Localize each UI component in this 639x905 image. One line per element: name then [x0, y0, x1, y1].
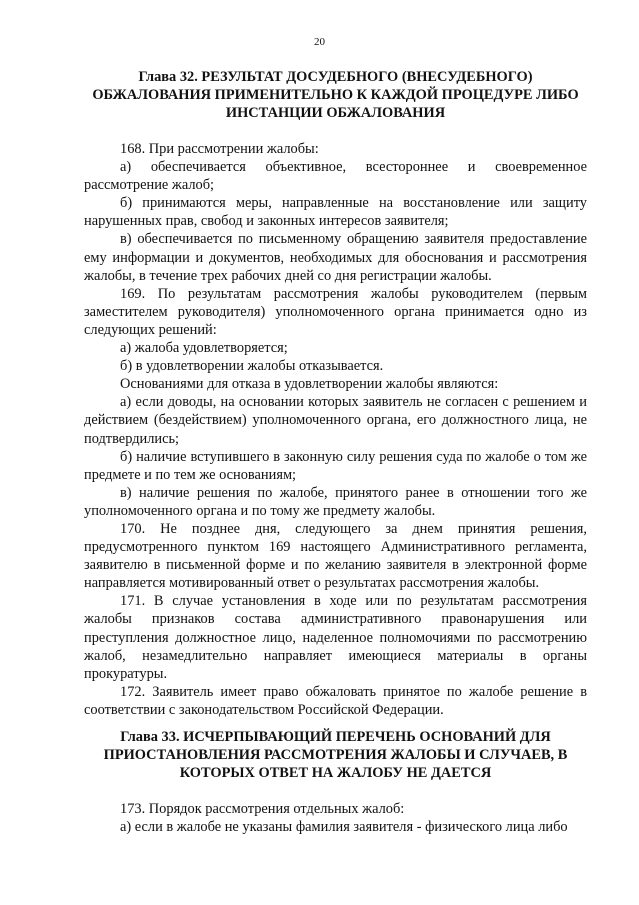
paragraph-169-a: а) жалоба удовлетворяется; — [120, 340, 288, 357]
paragraph-171: 171. В случае установления в ходе или по результатам рассмотрения жалобы признаков состава административного правонарушения или преступления должностное лицо, наделенное полномочиями по рассмотрению жалоб, незамедлительно направляет имеющиеся материалы в органы прокуратуры. — [84, 593, 587, 682]
paragraph-refusal-b: б) наличие вступившего в законную силу решения суда по жалобе о том же предмете и по тем же основаниям; — [84, 448, 587, 483]
paragraph-170: 170. Не позднее дня, следующего за днем принятия решения, предусмотренного пунктом 169 настоящего Административного регламента, заявителю в письменной форме и по желанию заявителя в электронной форме направляется мотивированный ответ о результатах рассмотрения жалобы. — [84, 520, 587, 592]
paragraph-173-intro: 173. Порядок рассмотрения отдельных жалоб: — [120, 801, 405, 817]
paragraph-169-intro: 169. По результатам рассмотрения жалобы руководителем (первым заместителем руководителя) уполномоченного органа принимается одно из следующих решений: — [84, 285, 587, 338]
chapter-33-heading-line: ПРИОСТАНОВЛЕНИЯ РАССМОТРЕНИЯ ЖАЛОБЫ И СЛУЧАЕВ, В — [103, 747, 568, 763]
paragraph-168-b: б) принимаются меры, направленные на восстановление или защиту нарушенных прав, свобод и законных интересов заявителя; — [84, 195, 587, 230]
chapter-32-heading-line: ОБЖАЛОВАНИЯ ПРИМЕНИТЕЛЬНО К КАЖДОЙ ПРОЦЕДУРЕ ЛИБО — [92, 87, 579, 103]
chapter-33-heading-line: КОТОРЫХ ОТВЕТ НА ЖАЛОБУ НЕ ДАЕТСЯ — [179, 765, 492, 781]
paragraph-168-v: в) обеспечивается по письменному обращению заявителя предоставление ему информации и документов, необходимых для обоснования и рассмотрения жалобы, в течение трех рабочих дней со дня регистрации жалобы. — [84, 231, 587, 284]
chapter-33-body — [84, 800, 587, 836]
chapter-32-heading — [84, 68, 587, 122]
page-number: 20 — [314, 36, 325, 48]
paragraph-refusal-a: а) если доводы, на основании которых заявитель не согласен с решением и действием (бездействием) уполномоченного органа, его должностного лица, не подтвердились; — [84, 394, 587, 447]
paragraph-169-b: б) в удовлетворении жалобы отказывается. — [120, 358, 384, 375]
paragraph-168-a: а) обеспечивается объективное, всестороннее и своевременное рассмотрение жалоб; — [84, 159, 587, 194]
chapter-32-body — [84, 140, 587, 719]
chapter-33-heading — [84, 728, 587, 782]
paragraph-refusal-v: в) наличие решения по жалобе, принятого ранее в отношении того же уполномоченного органа и по тому же предмету жалобы. — [84, 484, 587, 519]
paragraph-168-intro: 168. При рассмотрении жалобы: — [120, 141, 319, 157]
paragraph-172: 172. Заявитель имеет право обжаловать принятое по жалобе решение в соответствии с законодательством Российской Федерации. — [84, 683, 587, 718]
chapter-32-heading-line: ИНСТАНЦИИ ОБЖАЛОВАНИЯ — [225, 105, 446, 121]
chapter-32-heading-line: Глава 32. РЕЗУЛЬТАТ ДОСУДЕБНОГО (ВНЕСУДЕБНОГО) — [138, 69, 533, 85]
chapter-33-heading-line: Глава 33. ИСЧЕРПЫВАЮЩИЙ ПЕРЕЧЕНЬ ОСНОВАНИЙ ДЛЯ — [120, 729, 551, 745]
paragraph-refusal-grounds: Основаниями для отказа в удовлетворении жалобы являются: — [120, 376, 499, 393]
paragraph-173-a: а) если в жалобе не указаны фамилия заявителя - физического лица либо — [120, 819, 568, 836]
